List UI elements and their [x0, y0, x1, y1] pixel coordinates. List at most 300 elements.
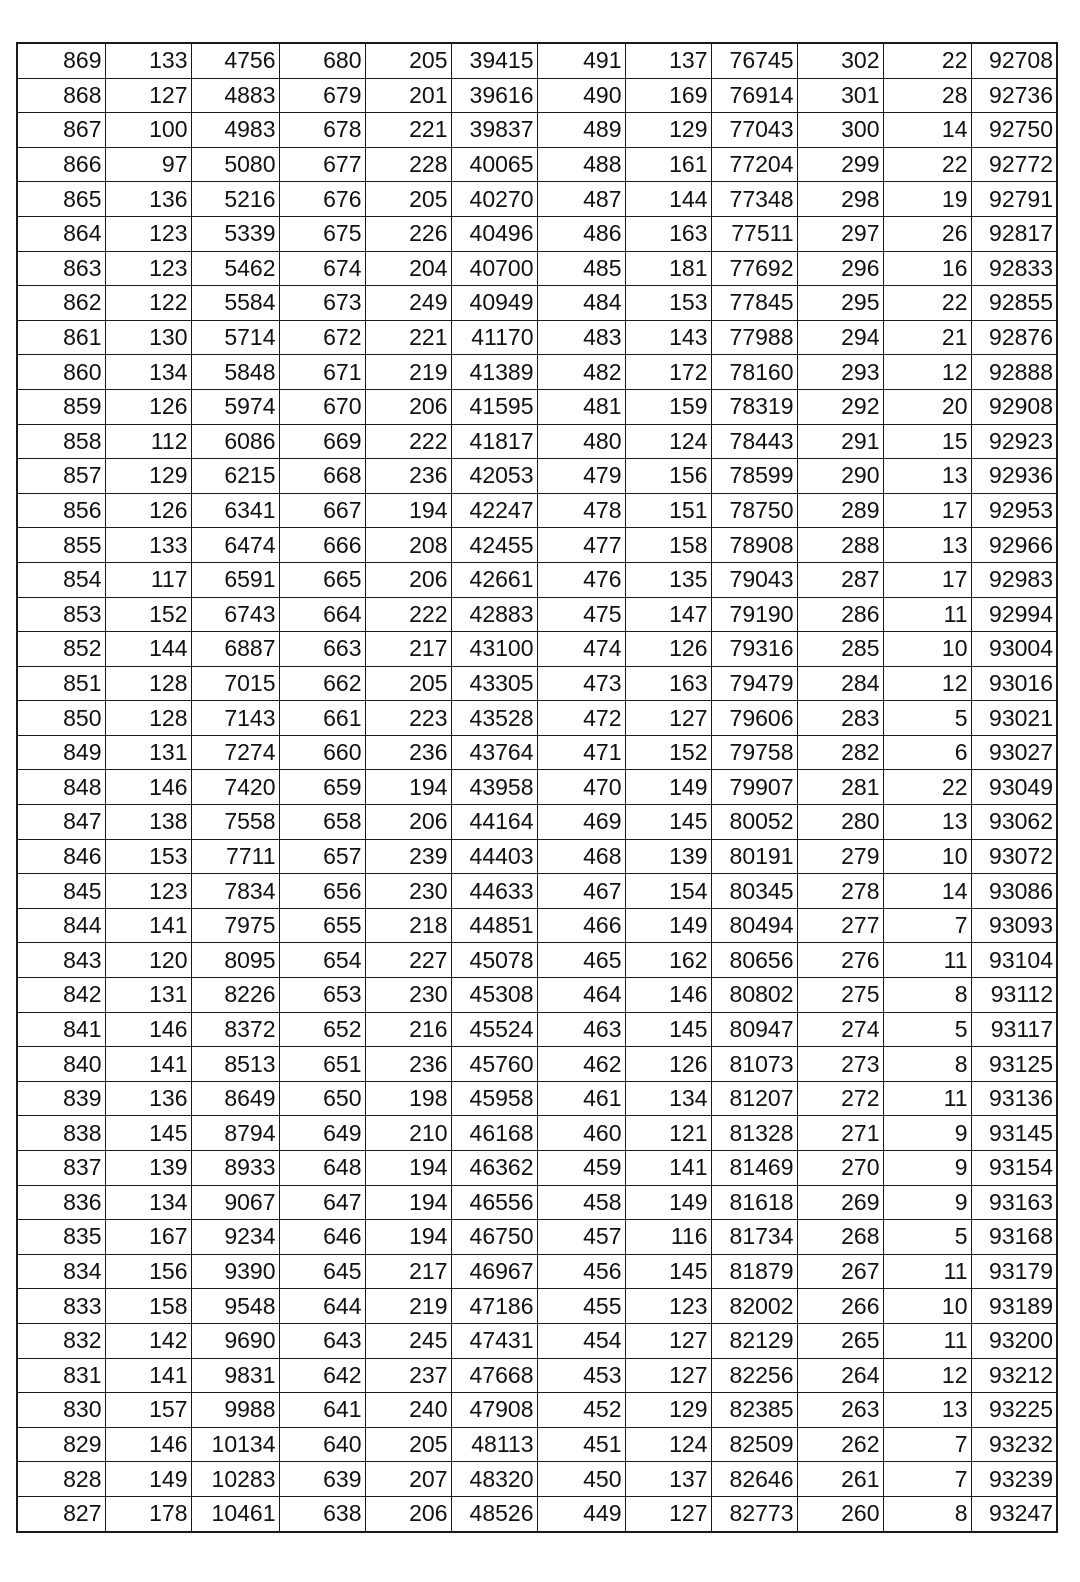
table-cell: 81734: [711, 1220, 797, 1255]
table-cell: 287: [797, 562, 883, 597]
table-cell: 137: [625, 1462, 711, 1497]
table-cell: 479: [537, 459, 625, 494]
table-cell: 302: [797, 43, 883, 78]
table-cell: 82002: [711, 1289, 797, 1324]
table-cell: 120: [105, 943, 191, 978]
table-cell: 283: [797, 701, 883, 736]
table-row: [17, 182, 1057, 217]
table-cell: 841: [17, 1012, 105, 1047]
table-cell: 483: [537, 320, 625, 355]
table-cell: 40270: [451, 182, 537, 217]
table-cell: 7: [883, 908, 971, 943]
table-cell: 206: [365, 389, 451, 424]
table-cell: 263: [797, 1393, 883, 1428]
table-cell: 10: [883, 1289, 971, 1324]
table-cell: 14: [883, 113, 971, 148]
table-cell: 679: [279, 78, 365, 113]
table-cell: 459: [537, 1151, 625, 1186]
table-cell: 644: [279, 1289, 365, 1324]
table-cell: 7975: [191, 908, 279, 943]
table-cell: 9390: [191, 1254, 279, 1289]
table-cell: 172: [625, 355, 711, 390]
table-cell: 485: [537, 251, 625, 286]
table-cell: 673: [279, 286, 365, 321]
table-cell: 44164: [451, 805, 537, 840]
table-cell: 152: [105, 597, 191, 632]
table-cell: 642: [279, 1358, 365, 1393]
table-cell: 668: [279, 459, 365, 494]
table-cell: 76745: [711, 43, 797, 78]
table-cell: 145: [625, 1254, 711, 1289]
table-cell: 79606: [711, 701, 797, 736]
table-cell: 39616: [451, 78, 537, 113]
table-cell: 7274: [191, 735, 279, 770]
table-cell: 10283: [191, 1462, 279, 1497]
table-row: [17, 562, 1057, 597]
table-cell: 126: [105, 389, 191, 424]
table-cell: 28: [883, 78, 971, 113]
table-cell: 268: [797, 1220, 883, 1255]
table-cell: 290: [797, 459, 883, 494]
table-cell: 851: [17, 666, 105, 701]
table-cell: 92736: [971, 78, 1057, 113]
table-cell: 81879: [711, 1254, 797, 1289]
table-cell: 26: [883, 216, 971, 251]
table-cell: 865: [17, 182, 105, 217]
table-cell: 221: [365, 113, 451, 148]
table-row: [17, 943, 1057, 978]
table-cell: 638: [279, 1496, 365, 1531]
score-table: [16, 42, 1058, 1533]
table-cell: 458: [537, 1185, 625, 1220]
table-cell: 78599: [711, 459, 797, 494]
table-cell: 81469: [711, 1151, 797, 1186]
table-cell: 48526: [451, 1496, 537, 1531]
table-row: [17, 805, 1057, 840]
table-cell: 8794: [191, 1116, 279, 1151]
table-cell: 646: [279, 1220, 365, 1255]
table-cell: 670: [279, 389, 365, 424]
table-cell: 847: [17, 805, 105, 840]
table-row: [17, 1012, 1057, 1047]
table-row: [17, 1220, 1057, 1255]
table-cell: 194: [365, 1151, 451, 1186]
table-cell: 675: [279, 216, 365, 251]
table-cell: 664: [279, 597, 365, 632]
table-cell: 100: [105, 113, 191, 148]
table-cell: 128: [105, 701, 191, 736]
table-cell: 230: [365, 978, 451, 1013]
table-cell: 651: [279, 1047, 365, 1082]
table-cell: 5339: [191, 216, 279, 251]
table-cell: 468: [537, 839, 625, 874]
table-cell: 648: [279, 1151, 365, 1186]
table-cell: 194: [365, 493, 451, 528]
table-cell: 93212: [971, 1358, 1057, 1393]
table-cell: 8649: [191, 1081, 279, 1116]
table-cell: 853: [17, 597, 105, 632]
table-cell: 144: [105, 632, 191, 667]
table-cell: 126: [625, 632, 711, 667]
table-cell: 93112: [971, 978, 1057, 1013]
table-cell: 852: [17, 632, 105, 667]
table-cell: 93189: [971, 1289, 1057, 1324]
table-row: [17, 908, 1057, 943]
table-cell: 93004: [971, 632, 1057, 667]
table-cell: 93072: [971, 839, 1057, 874]
table-cell: 93136: [971, 1081, 1057, 1116]
table-cell: 840: [17, 1047, 105, 1082]
table-row: [17, 43, 1057, 78]
table-cell: 141: [105, 1358, 191, 1393]
table-cell: 206: [365, 1496, 451, 1531]
table-cell: 678: [279, 113, 365, 148]
table-cell: 661: [279, 701, 365, 736]
table-cell: 221: [365, 320, 451, 355]
table-cell: 473: [537, 666, 625, 701]
table-cell: 5974: [191, 389, 279, 424]
table-cell: 131: [105, 735, 191, 770]
table-cell: 11: [883, 597, 971, 632]
table-cell: 9067: [191, 1185, 279, 1220]
table-cell: 5: [883, 1012, 971, 1047]
table-cell: 206: [365, 562, 451, 597]
table-cell: 127: [625, 1323, 711, 1358]
table-cell: 869: [17, 43, 105, 78]
table-cell: 145: [625, 1012, 711, 1047]
table-cell: 861: [17, 320, 105, 355]
table-cell: 46168: [451, 1116, 537, 1151]
table-cell: 126: [625, 1047, 711, 1082]
table-cell: 93145: [971, 1116, 1057, 1151]
table-cell: 78160: [711, 355, 797, 390]
table-cell: 463: [537, 1012, 625, 1047]
table-cell: 146: [105, 770, 191, 805]
table-cell: 839: [17, 1081, 105, 1116]
table-cell: 276: [797, 943, 883, 978]
table-cell: 294: [797, 320, 883, 355]
table-cell: 123: [625, 1289, 711, 1324]
table-cell: 9690: [191, 1323, 279, 1358]
table-cell: 10461: [191, 1496, 279, 1531]
table-cell: 237: [365, 1358, 451, 1393]
table-cell: 17: [883, 562, 971, 597]
table-cell: 39415: [451, 43, 537, 78]
table-cell: 201: [365, 78, 451, 113]
table-cell: 7: [883, 1462, 971, 1497]
table-cell: 288: [797, 528, 883, 563]
table-cell: 41389: [451, 355, 537, 390]
table-cell: 92750: [971, 113, 1057, 148]
table-cell: 274: [797, 1012, 883, 1047]
table-cell: 10: [883, 632, 971, 667]
table-cell: 78443: [711, 424, 797, 459]
table-cell: 136: [105, 1081, 191, 1116]
table-cell: 270: [797, 1151, 883, 1186]
table-cell: 143: [625, 320, 711, 355]
table-cell: 277: [797, 908, 883, 943]
table-cell: 6215: [191, 459, 279, 494]
table-cell: 282: [797, 735, 883, 770]
table-cell: 8: [883, 1047, 971, 1082]
table-cell: 20: [883, 389, 971, 424]
table-cell: 275: [797, 978, 883, 1013]
table-cell: 79479: [711, 666, 797, 701]
table-cell: 9234: [191, 1220, 279, 1255]
table-row: [17, 1151, 1057, 1186]
table-cell: 489: [537, 113, 625, 148]
table-cell: 144: [625, 182, 711, 217]
table-cell: 45760: [451, 1047, 537, 1082]
table-cell: 141: [105, 908, 191, 943]
table-cell: 92772: [971, 147, 1057, 182]
table-cell: 472: [537, 701, 625, 736]
table-cell: 22: [883, 43, 971, 78]
table-cell: 467: [537, 874, 625, 909]
table-cell: 469: [537, 805, 625, 840]
table-cell: 12: [883, 666, 971, 701]
table-cell: 8933: [191, 1151, 279, 1186]
table-cell: 223: [365, 701, 451, 736]
table-cell: 159: [625, 389, 711, 424]
table-cell: 93163: [971, 1185, 1057, 1220]
table-cell: 858: [17, 424, 105, 459]
table-cell: 7834: [191, 874, 279, 909]
table-cell: 6: [883, 735, 971, 770]
table-cell: 451: [537, 1427, 625, 1462]
table-row: [17, 1462, 1057, 1497]
table-cell: 44851: [451, 908, 537, 943]
table-cell: 854: [17, 562, 105, 597]
table-cell: 93179: [971, 1254, 1057, 1289]
table-cell: 46556: [451, 1185, 537, 1220]
table-cell: 48113: [451, 1427, 537, 1462]
table-cell: 112: [105, 424, 191, 459]
table-cell: 671: [279, 355, 365, 390]
table-cell: 450: [537, 1462, 625, 1497]
table-cell: 81618: [711, 1185, 797, 1220]
table-cell: 139: [105, 1151, 191, 1186]
table-cell: 16: [883, 251, 971, 286]
table-cell: 834: [17, 1254, 105, 1289]
table-cell: 478: [537, 493, 625, 528]
score-table-body: [17, 43, 1057, 1532]
table-cell: 46967: [451, 1254, 537, 1289]
table-cell: 149: [105, 1462, 191, 1497]
table-cell: 42247: [451, 493, 537, 528]
table-cell: 135: [625, 562, 711, 597]
table-cell: 481: [537, 389, 625, 424]
table-cell: 11: [883, 1254, 971, 1289]
table-cell: 655: [279, 908, 365, 943]
table-cell: 846: [17, 839, 105, 874]
table-cell: 80494: [711, 908, 797, 943]
table-cell: 5462: [191, 251, 279, 286]
table-row: [17, 1289, 1057, 1324]
table-cell: 43528: [451, 701, 537, 736]
table-cell: 79190: [711, 597, 797, 632]
table-cell: 8372: [191, 1012, 279, 1047]
table-cell: 127: [105, 78, 191, 113]
table-cell: 488: [537, 147, 625, 182]
table-cell: 5584: [191, 286, 279, 321]
table-cell: 11: [883, 943, 971, 978]
table-cell: 298: [797, 182, 883, 217]
table-cell: 850: [17, 701, 105, 736]
table-cell: 643: [279, 1323, 365, 1358]
table-cell: 79758: [711, 735, 797, 770]
table-cell: 837: [17, 1151, 105, 1186]
table-cell: 127: [625, 1358, 711, 1393]
table-cell: 93104: [971, 943, 1057, 978]
table-cell: 228: [365, 147, 451, 182]
table-cell: 452: [537, 1393, 625, 1428]
table-cell: 5848: [191, 355, 279, 390]
table-cell: 77043: [711, 113, 797, 148]
table-cell: 15: [883, 424, 971, 459]
table-cell: 42053: [451, 459, 537, 494]
table-row: [17, 770, 1057, 805]
table-cell: 660: [279, 735, 365, 770]
table-cell: 6474: [191, 528, 279, 563]
table-cell: 79043: [711, 562, 797, 597]
table-cell: 240: [365, 1393, 451, 1428]
table-cell: 43958: [451, 770, 537, 805]
table-cell: 491: [537, 43, 625, 78]
table-row: [17, 355, 1057, 390]
table-cell: 145: [105, 1116, 191, 1151]
table-cell: 137: [625, 43, 711, 78]
table-cell: 93247: [971, 1496, 1057, 1531]
table-cell: 226: [365, 216, 451, 251]
table-cell: 92923: [971, 424, 1057, 459]
table-cell: 830: [17, 1393, 105, 1428]
table-cell: 162: [625, 943, 711, 978]
table-cell: 146: [105, 1427, 191, 1462]
table-cell: 217: [365, 632, 451, 667]
table-cell: 9548: [191, 1289, 279, 1324]
table-cell: 286: [797, 597, 883, 632]
table-cell: 92908: [971, 389, 1057, 424]
table-cell: 6887: [191, 632, 279, 667]
table-cell: 145: [625, 805, 711, 840]
table-cell: 662: [279, 666, 365, 701]
table-cell: 153: [105, 839, 191, 874]
table-cell: 13: [883, 805, 971, 840]
table-cell: 245: [365, 1323, 451, 1358]
table-cell: 482: [537, 355, 625, 390]
table-cell: 300: [797, 113, 883, 148]
table-cell: 266: [797, 1289, 883, 1324]
table-cell: 663: [279, 632, 365, 667]
table-cell: 867: [17, 113, 105, 148]
table-cell: 8: [883, 978, 971, 1013]
table-row: [17, 839, 1057, 874]
table-cell: 831: [17, 1358, 105, 1393]
table-cell: 82385: [711, 1393, 797, 1428]
table-cell: 142: [105, 1323, 191, 1358]
table-cell: 194: [365, 1185, 451, 1220]
table-cell: 827: [17, 1496, 105, 1531]
table-cell: 6591: [191, 562, 279, 597]
table-cell: 127: [625, 1496, 711, 1531]
table-row: [17, 424, 1057, 459]
table-cell: 476: [537, 562, 625, 597]
table-cell: 261: [797, 1462, 883, 1497]
table-cell: 9831: [191, 1358, 279, 1393]
table-cell: 205: [365, 182, 451, 217]
table-cell: 676: [279, 182, 365, 217]
table-cell: 92966: [971, 528, 1057, 563]
table-row: [17, 1254, 1057, 1289]
table-cell: 131: [105, 978, 191, 1013]
table-row: [17, 1081, 1057, 1116]
table-cell: 5: [883, 701, 971, 736]
table-cell: 842: [17, 978, 105, 1013]
table-cell: 134: [105, 355, 191, 390]
table-cell: 93093: [971, 908, 1057, 943]
table-cell: 163: [625, 666, 711, 701]
table-cell: 219: [365, 1289, 451, 1324]
table-row: [17, 1393, 1057, 1428]
table-cell: 47908: [451, 1393, 537, 1428]
table-cell: 13: [883, 528, 971, 563]
table-cell: 289: [797, 493, 883, 528]
table-cell: 7558: [191, 805, 279, 840]
table-cell: 7143: [191, 701, 279, 736]
table-cell: 860: [17, 355, 105, 390]
table-cell: 47668: [451, 1358, 537, 1393]
table-cell: 236: [365, 459, 451, 494]
table-cell: 466: [537, 908, 625, 943]
table-cell: 130: [105, 320, 191, 355]
table-cell: 7015: [191, 666, 279, 701]
table-cell: 149: [625, 908, 711, 943]
table-cell: 13: [883, 1393, 971, 1428]
table-cell: 123: [105, 216, 191, 251]
table-cell: 44633: [451, 874, 537, 909]
table-cell: 8513: [191, 1047, 279, 1082]
table-cell: 9: [883, 1151, 971, 1186]
table-cell: 93117: [971, 1012, 1057, 1047]
table-cell: 833: [17, 1289, 105, 1324]
table-row: [17, 216, 1057, 251]
table-row: [17, 701, 1057, 736]
table-cell: 848: [17, 770, 105, 805]
table-cell: 76914: [711, 78, 797, 113]
table-cell: 487: [537, 182, 625, 217]
table-row: [17, 1427, 1057, 1462]
table-cell: 154: [625, 874, 711, 909]
table-cell: 129: [625, 1393, 711, 1428]
table-cell: 92855: [971, 286, 1057, 321]
table-cell: 44403: [451, 839, 537, 874]
table-cell: 134: [105, 1185, 191, 1220]
table-cell: 6341: [191, 493, 279, 528]
table-cell: 9: [883, 1116, 971, 1151]
table-cell: 129: [105, 459, 191, 494]
table-cell: 151: [625, 493, 711, 528]
table-cell: 455: [537, 1289, 625, 1324]
table-cell: 92833: [971, 251, 1057, 286]
table-cell: 9988: [191, 1393, 279, 1428]
table-cell: 127: [625, 701, 711, 736]
table-row: [17, 459, 1057, 494]
table-cell: 93027: [971, 735, 1057, 770]
table-cell: 219: [365, 355, 451, 390]
table-cell: 81328: [711, 1116, 797, 1151]
table-cell: 9: [883, 1185, 971, 1220]
